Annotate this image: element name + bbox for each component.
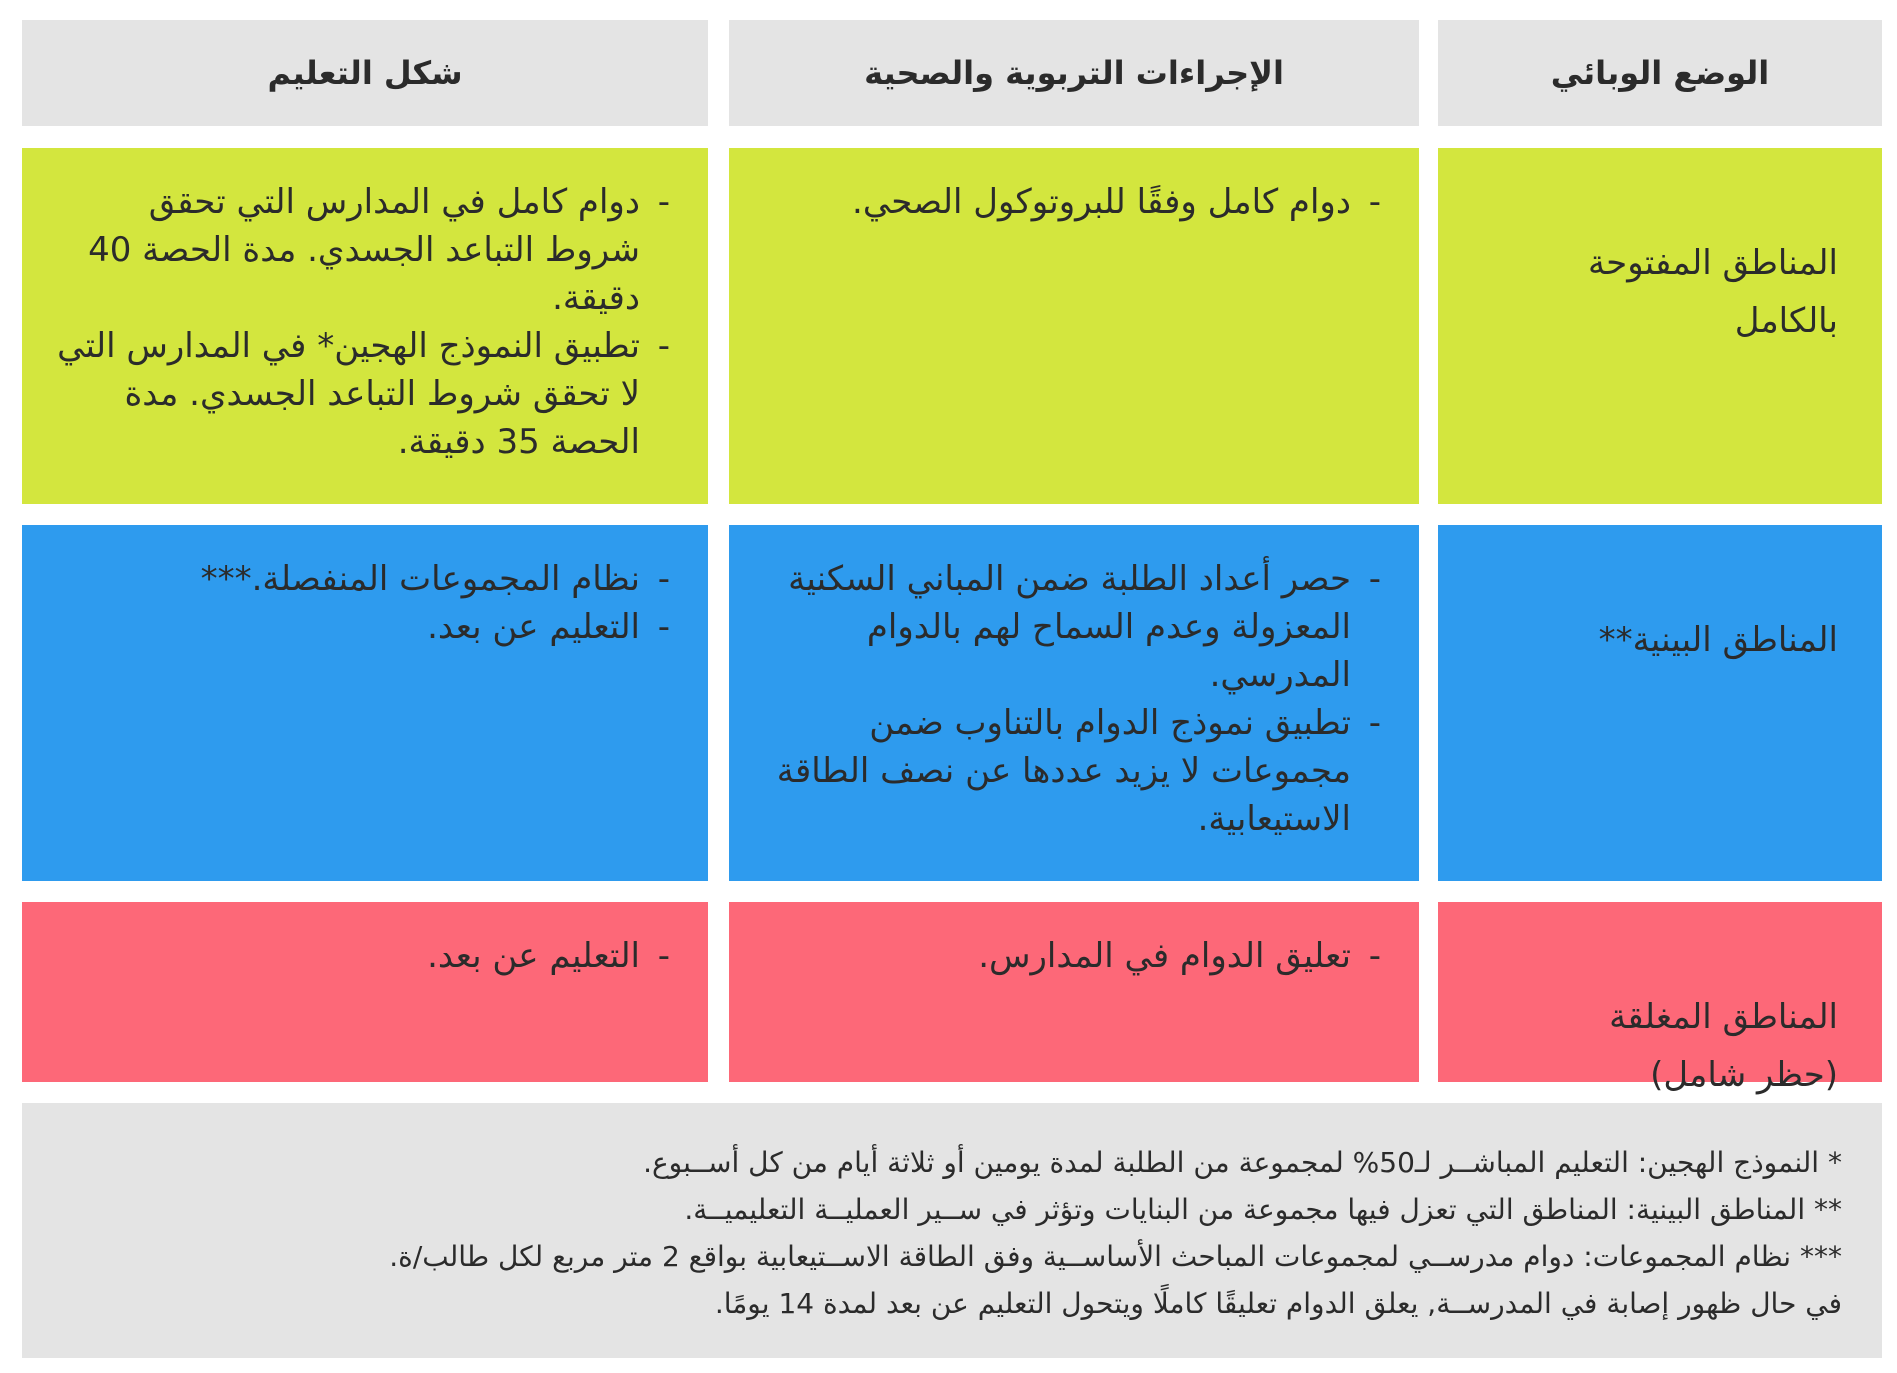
list-item: - التعليم عن بعد. [52,603,662,651]
row-closed-state-label: المناطق المغلقة (حظر شامل) [1609,997,1838,1095]
header-measures [729,20,1419,126]
row-intermediate-measures [729,525,1419,881]
row-open-measures-list [759,178,1373,226]
list-item: - تطبيق النموذج الهجين* في المدارس التي لا تحقق شروط التباعد الجسدي. مدة الحصة 35 دقيقة. [52,322,662,466]
list-item: - دوام كامل في المدارس التي تحقق شروط التباعد الجسدي. مدة الحصة 40 دقيقة. [52,178,662,322]
row-open-state-label: المناطق المفتوحة بالكامل [1587,243,1838,341]
row-intermediate-form-list [52,555,662,651]
header-state-label: الوضع الوبائي [1550,54,1770,92]
list-item: - تعليق الدوام في المدارس. [759,932,1373,980]
row-intermediate-state [1438,525,1882,881]
list-item: - التعليم عن بعد. [52,932,662,980]
row-closed-form-list [52,932,662,980]
footnote-hybrid: * النموذج الهجين: التعليم المباشــر لـ50% لمجموعة من الطلبة لمدة يومين أو ثلاثة أيام من كل أســبوع. [643,1146,1842,1179]
header-form-label: شكل التعليم [267,54,463,92]
row-intermediate-measures-list [759,555,1373,843]
list-item: - دوام كامل وفقًا للبروتوكول الصحي. [759,178,1373,226]
footnote-groups: *** نظام المجموعات: دوام مدرســي لمجموعات المباحث الأساســية وفق الطاقة الاســتيعابية بواقع 2 متر مربع لكل طالب/ة. [389,1240,1842,1273]
row-closed-measures-list [759,932,1373,980]
footnote-intermediate: ** المناطق البينية: المناطق التي تعزل فيها مجموعة من البنايات وتؤثر في ســير العمليــة التعليميــة. [684,1193,1842,1226]
list-item: - تطبيق نموذج الدوام بالتناوب ضمن مجموعات لا يزيد عددها عن نصف الطاقة الاستيعابية. [759,699,1373,843]
footnote-infection: في حال ظهور إصابة في المدرســة, يعلق الدوام تعليقًا كاملًا ويتحول التعليم عن بعد لمدة 14 يومًا. [714,1287,1842,1320]
row-intermediate-state-label: المناطق البينية** [1598,620,1838,660]
footnotes-box [22,1103,1882,1358]
row-closed-form [22,902,708,1082]
row-closed-state [1438,902,1882,1095]
header-state [1438,20,1882,126]
list-item: - حصر أعداد الطلبة ضمن المباني السكنية المعزولة وعدم السماح لهم بالدوام المدرسي. [759,555,1373,699]
row-open-measures [729,148,1419,504]
header-measures-label: الإجراءات التربوية والصحية [864,54,1284,92]
row-open-form-list [52,178,662,466]
row-intermediate-form [22,525,708,881]
row-open-state [1438,148,1882,504]
list-item: - نظام المجموعات المنفصلة.*** [52,555,662,603]
row-closed-measures [729,902,1419,1082]
row-open-form [22,148,708,504]
header-form [22,20,708,126]
